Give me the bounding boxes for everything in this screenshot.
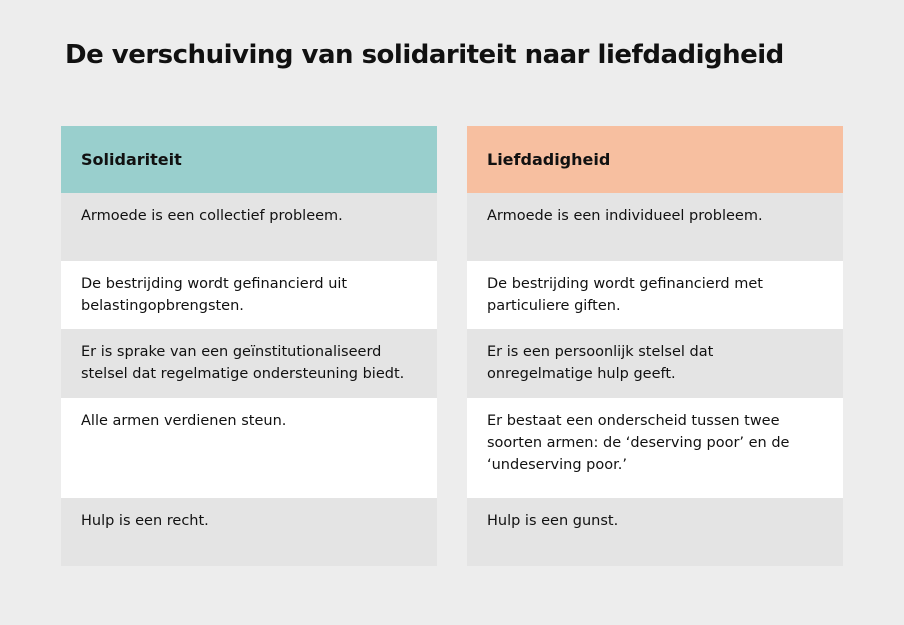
column-solidariteit [61,126,437,566]
table-cell: Armoede is een individueel probleem. [467,193,843,261]
table-cell: Er is een persoonlijk stelsel dat onregelmatige hulp geeft. [467,329,843,398]
table-cell: De bestrijding wordt gefinancierd uit belastingopbrengsten. [61,261,437,329]
page-title: De verschuiving van solidariteit naar liefdadigheid [65,40,784,70]
table-cell: Hulp is een recht. [61,498,437,566]
table-cell: Alle armen verdienen steun. [61,398,437,498]
column-header-liefdadigheid: Liefdadigheid [467,126,843,193]
table-cell: Er bestaat een onderscheid tussen twee soorten armen: de ‘deserving poor’ en de ‘undeserving poor.’ [467,398,843,498]
column-liefdadigheid [467,126,843,566]
table-cell: De bestrijding wordt gefinancierd met particuliere giften. [467,261,843,329]
table-cell: Armoede is een collectief probleem. [61,193,437,261]
table-cell: Er is sprake van een geïnstitutionaliseerd stelsel dat regelmatige ondersteuning biedt. [61,329,437,398]
column-header-solidariteit: Solidariteit [61,126,437,193]
table-cell: Hulp is een gunst. [467,498,843,566]
